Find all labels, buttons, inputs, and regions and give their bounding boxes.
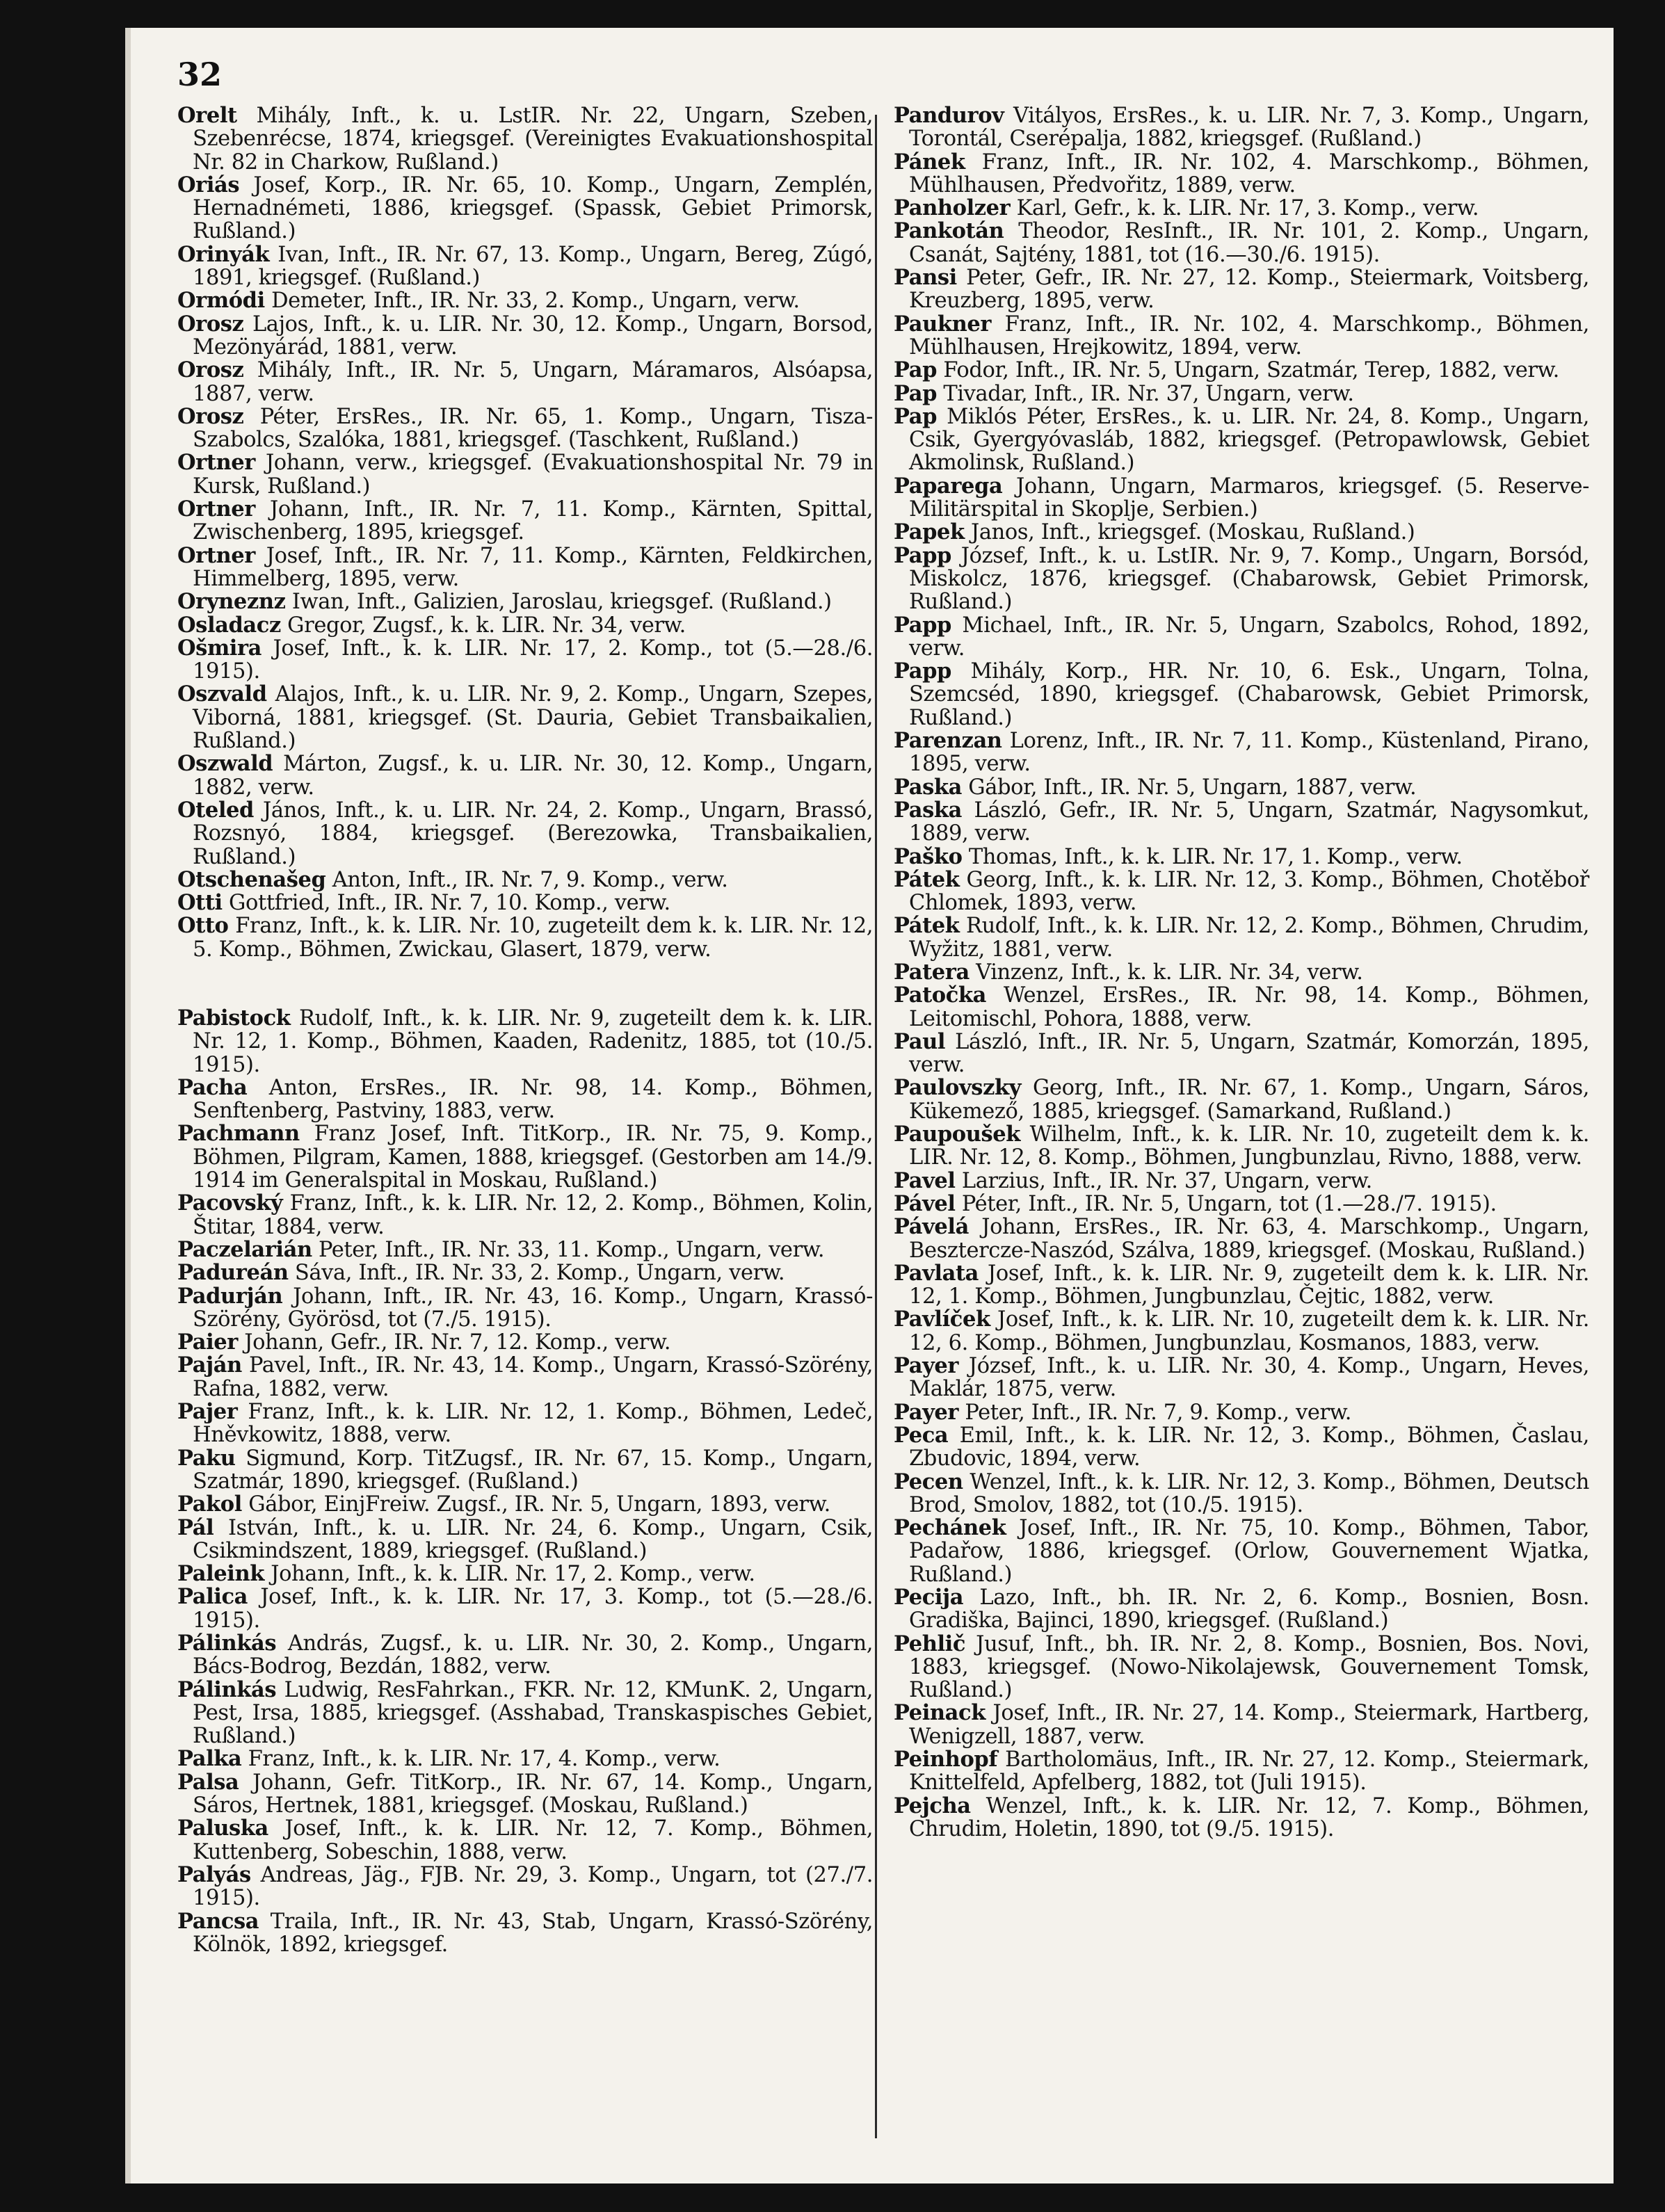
entry-surname: Otschenašeg <box>177 866 326 892</box>
entry-surname: Oszwald <box>177 751 273 777</box>
entry-surname: Orelt <box>177 103 237 128</box>
entry-details: Gregor, Zugsf., k. k. LIR. Nr. 34, verw. <box>287 613 686 638</box>
entry-details: Ivan, Inft., IR. Nr. 67, 13. Komp., Ungarn, Bereg, Zúgó, 1891, kriegsgef. (Rußland.) <box>193 242 873 291</box>
entry-surname: Paulovszky <box>894 1075 1022 1101</box>
page-left-edge <box>125 28 131 2183</box>
directory-entry <box>894 1028 1589 1078</box>
directory-entry <box>894 984 1589 1031</box>
entry-details: Mihály, Inft., k. u. LstIR. Nr. 22, Ungarn, Szeben, Szebenrécse, 1874, kriegsgef. (Vereinigtes Evakuationshospital Nr. 82 in Charkow, Rußland.) <box>193 104 873 175</box>
entry-surname: Paczelarián <box>177 1236 312 1262</box>
directory-entry <box>894 266 1589 313</box>
entry-details: Georg, Inft., k. k. LIR. Nr. 12, 3. Komp., Böhmen, Chotěboř Chlomek, 1893, verw. <box>909 867 1589 916</box>
directory-entry <box>894 1424 1589 1471</box>
entry-surname: Pátek <box>894 913 960 939</box>
directory-entry <box>177 866 873 892</box>
entry-surname: Pehlič <box>894 1631 966 1656</box>
directory-entry <box>894 729 1589 776</box>
directory-entry <box>894 1633 1589 1702</box>
entry-surname: Pap <box>894 380 938 406</box>
entry-details: Rudolf, Inft., k. k. LIR. Nr. 12, 2. Komp., Böhmen, Chrudim, Wyžitz, 1881, verw. <box>909 914 1590 962</box>
entry-details: Tivadar, Inft., IR. Nr. 37, Ungarn, verw. <box>943 381 1354 406</box>
directory-entry <box>177 1517 873 1563</box>
directory-entry <box>177 243 873 290</box>
entry-surname: Paško <box>894 843 963 869</box>
entry-details: József, Inft., k. u. LIR. Nr. 30, 4. Komp., Ungarn, Heves, Maklár, 1875, verw. <box>909 1354 1590 1402</box>
entry-surname: Pecija <box>894 1585 964 1610</box>
entry-surname: Pechánek <box>894 1515 1006 1541</box>
directory-entry <box>894 1517 1589 1586</box>
entry-surname: Panholzer <box>894 195 1011 221</box>
entry-details: Peter, Inft., IR. Nr. 33, 11. Komp., Ungarn, verw. <box>319 1237 825 1262</box>
entry-details: Bartholomäus, Inft., IR. Nr. 27, 12. Komp., Steiermark, Knittelfeld, Apfelberg, 1882, tot (Juli 1915). <box>909 1747 1589 1795</box>
directory-entry <box>894 961 1589 984</box>
directory-entry <box>894 544 1589 614</box>
entry-details: Péter, Inft., IR. Nr. 5, Ungarn, tot (1.—28./7. 1915). <box>961 1191 1497 1216</box>
entry-surname: Pálinkás <box>177 1631 277 1656</box>
entry-details: Johann, ErsRes., IR. Nr. 63, 4. Marschkomp., Ungarn, Besztercze-Naszód, Szálva, 1889, kriegsgef. (Moskau, Rußland.) <box>909 1215 1590 1263</box>
left-column <box>177 104 873 1956</box>
directory-entry <box>894 521 1589 544</box>
entry-surname: Pável <box>894 1190 956 1216</box>
directory-entry <box>177 498 873 544</box>
entry-details: Fodor, Inft., IR. Nr. 5, Ungarn, Szatmár, Terep, 1882, verw. <box>943 358 1559 383</box>
entry-surname: Oszvald <box>177 681 267 707</box>
directory-entry <box>177 1817 873 1864</box>
directory-entry <box>177 683 873 752</box>
directory-entry <box>894 843 1589 869</box>
directory-entry <box>177 289 873 312</box>
book-page <box>125 28 1614 2183</box>
entry-details: Franz, Inft., IR. Nr. 102, 4. Marschkomp., Böhmen, Mühlhausen, Předvořitz, 1889, verw. <box>909 150 1590 197</box>
entry-details: Josef, Inft., k. k. LIR. Nr. 17, 3. Komp., tot (5.—28./6. 1915). <box>193 1585 874 1633</box>
directory-entry <box>894 914 1589 961</box>
entry-details: Peter, Gefr., IR. Nr. 27, 12. Komp., Steiermark, Voitsberg, Kreuzberg, 1895, verw. <box>909 266 1590 314</box>
directory-entry <box>177 1007 873 1076</box>
entry-details: Johann, verw., kriegsgef. (Evakuationshospital Nr. 79 in Kursk, Rußland.) <box>193 451 873 499</box>
directory-entry <box>177 637 873 684</box>
directory-entry <box>894 197 1589 220</box>
entry-surname: Orosz <box>177 311 244 337</box>
entry-surname: Pancsa <box>177 1908 259 1934</box>
entry-details: Gottfried, Inft., IR. Nr. 7, 10. Komp., verw. <box>229 891 670 916</box>
entry-details: Janos, Inft., kriegsgef. (Moskau, Rußland.) <box>971 520 1415 545</box>
entry-surname: Pandurov <box>894 103 1004 128</box>
entry-surname: Pacha <box>177 1074 248 1100</box>
directory-entry <box>894 1308 1589 1355</box>
directory-entry <box>177 1331 873 1354</box>
directory-entry <box>177 1122 873 1192</box>
entry-surname: Orosz <box>177 403 244 429</box>
entry-surname: Pátek <box>894 866 960 892</box>
entry-details: Josef, Inft., IR. Nr. 75, 10. Komp., Böhmen, Tabor, Padařow, 1886, kriegsgef. (Orlow, Gouvernement Wjatka, Rußland.) <box>909 1516 1590 1587</box>
directory-entry <box>894 313 1589 360</box>
directory-entry <box>894 151 1589 197</box>
entry-surname: Ortner <box>177 542 255 568</box>
directory-entry <box>177 1261 873 1284</box>
entry-surname: Pap <box>894 403 938 429</box>
directory-entry <box>177 1910 873 1957</box>
entry-surname: Palica <box>177 1584 248 1610</box>
entry-surname: Pap <box>894 357 938 383</box>
entry-surname: Peinhopf <box>894 1747 998 1773</box>
entry-surname: Paska <box>894 774 962 800</box>
directory-entry <box>177 405 873 452</box>
entry-details: Larzius, Inft., IR. Nr. 37, Ungarn, verw. <box>961 1168 1372 1193</box>
entry-details: Vitályos, ErsRes., k. u. LIR. Nr. 7, 3. Komp., Ungarn, Torontál, Cserépalja, 1882, kriegsgef. (Rußland.) <box>909 104 1589 152</box>
entry-surname: Pávelá <box>894 1214 969 1240</box>
entry-details: Johann, Inft., k. k. LIR. Nr. 17, 2. Komp., verw. <box>271 1562 755 1587</box>
entry-surname: Patočka <box>894 983 986 1008</box>
entry-surname: Payer <box>894 1399 959 1425</box>
entry-surname: Paján <box>177 1353 242 1378</box>
entry-details: Georg, Inft., IR. Nr. 67, 1. Komp., Ungarn, Sáros, Kükemező, 1885, kriegsgef. (Samarkand, Rußland.) <box>909 1076 1589 1124</box>
directory-entry <box>894 1123 1589 1170</box>
entry-details: Wenzel, Inft., k. k. LIR. Nr. 12, 7. Komp., Böhmen, Chrudim, Holetin, 1890, tot (9./5. 1915). <box>909 1793 1589 1841</box>
directory-entry <box>894 866 1589 916</box>
entry-surname: Orosz <box>177 357 244 383</box>
entry-details: Theodor, ResInft., IR. Nr. 101, 2. Komp., Ungarn, Csanát, Sajtény, 1881, tot (16.—30./6. 1915). <box>909 219 1589 267</box>
directory-entry <box>894 1795 1589 1841</box>
entry-details: Demeter, Inft., IR. Nr. 33, 2. Komp., Ungarn, verw. <box>271 289 800 314</box>
entry-details: Thomas, Inft., k. k. LIR. Nr. 17, 1. Komp., verw. <box>968 844 1463 869</box>
entry-surname: Palka <box>177 1746 242 1772</box>
entry-details: Jusuf, Inft., bh. IR. Nr. 2, 8. Komp., Bosnien, Bos. Novi, 1883, kriegsgef. (Nowo-Nikolajewsk, Gouvernement Tomsk, Rußland.) <box>909 1631 1589 1703</box>
directory-entry <box>894 1702 1589 1748</box>
directory-entry <box>894 1401 1589 1424</box>
directory-entry <box>894 1262 1589 1309</box>
entry-details: Emil, Inft., k. k. LIR. Nr. 12, 3. Komp., Böhmen, Časlau, Zbudovic, 1894, verw. <box>909 1423 1590 1471</box>
directory-entry <box>177 1679 873 1748</box>
entry-surname: Peca <box>894 1422 949 1448</box>
entry-details: Andreas, Jäg., FJB. Nr. 29, 3. Komp., Ungarn, tot (27./7. 1915). <box>193 1862 873 1911</box>
directory-entry <box>177 1192 873 1238</box>
page-number: 32 <box>177 56 223 93</box>
directory-entry <box>177 1864 873 1910</box>
entry-surname: Paleink <box>177 1561 264 1587</box>
entry-details: Mihály, Korp., HR. Nr. 10, 6. Esk., Ungarn, Tolna, Szemcséd, 1890, kriegsgef. (Chabarowsk, Gebiet Primorsk, Rußland.) <box>909 659 1589 730</box>
entry-surname: Palsa <box>177 1769 239 1795</box>
entry-surname: Oteled <box>177 797 254 823</box>
entry-surname: Pavlata <box>894 1260 979 1286</box>
entry-details: Johann, Gefr. TitKorp., IR. Nr. 67, 14. Komp., Ungarn, Sáros, Hertnek, 1881, kriegsgef. (Moskau, Rußland.) <box>193 1770 873 1818</box>
entry-details: Mihály, Inft., IR. Nr. 5, Ungarn, Máramaros, Alsóapsa, 1887, verw. <box>193 358 873 406</box>
directory-entry <box>177 891 873 914</box>
entry-details: Johann, Inft., IR. Nr. 7, 11. Komp., Kärnten, Spittal, Zwischenberg, 1895, kriegsgef. <box>193 497 873 545</box>
directory-entry <box>177 799 873 869</box>
directory-entry <box>177 1076 873 1123</box>
entry-surname: Pachmann <box>177 1121 300 1147</box>
directory-entry <box>177 1354 873 1400</box>
entry-surname: Pabistock <box>177 1005 291 1031</box>
entry-surname: Paparega <box>894 473 1003 499</box>
directory-entry <box>894 614 1589 661</box>
entry-surname: Otti <box>177 890 223 916</box>
entry-details: Anton, ErsRes., IR. Nr. 98, 14. Komp., Böhmen, Senftenberg, Pastviny, 1883, verw. <box>193 1075 874 1124</box>
entry-surname: Paukner <box>894 311 992 337</box>
entry-details: Gábor, EinjFreiw. Zugsf., IR. Nr. 5, Ungarn, 1893, verw. <box>248 1492 830 1517</box>
entry-details: Rudolf, Inft., k. k. LIR. Nr. 9, zugeteilt dem k. k. LIR. Nr. 12, 1. Komp., Böhmen, Kaaden, Radenitz, 1885, tot (10./5. 1915). <box>193 1006 873 1077</box>
directory-entry <box>177 1632 873 1679</box>
entry-details: Márton, Zugsf., k. u. LIR. Nr. 30, 12. Komp., Ungarn, 1882, verw. <box>193 752 873 800</box>
entry-surname: Paku <box>177 1445 236 1471</box>
entry-surname: Orinyák <box>177 241 270 267</box>
entry-details: Wilhelm, Inft., k. k. LIR. Nr. 10, zugeteilt dem k. k. LIR. Nr. 12, 8. Komp., Böhmen, Jungbunzlau, Rivno, 1888, verw. <box>909 1122 1589 1170</box>
entry-surname: Patera <box>894 959 970 985</box>
entry-surname: Pacovský <box>177 1190 283 1216</box>
directory-entry <box>894 1170 1589 1193</box>
directory-entry <box>177 1447 873 1494</box>
directory-entry <box>894 475 1589 522</box>
entry-details: Lazo, Inft., bh. IR. Nr. 2, 6. Komp., Bosnien, Bosn. Gradiška, Bajinci, 1890, kriegsgef. (Rußland.) <box>909 1585 1589 1633</box>
entry-surname: Ortner <box>177 497 255 522</box>
entry-surname: Paupoušek <box>894 1122 1021 1147</box>
section-gap <box>177 961 873 1007</box>
entry-details: Vinzenz, Inft., k. k. LIR. Nr. 34, verw. <box>976 960 1363 985</box>
directory-entry <box>177 544 873 591</box>
entry-details: Traila, Inft., IR. Nr. 43, Stab, Ungarn, Krassó-Szörény, Kölnök, 1892, kriegsgef. <box>193 1909 874 1957</box>
entry-details: Josef, Inft., k. k. LIR. Nr. 10, zugeteilt dem k. k. LIR. Nr. 12, 6. Komp., Böhmen, Jungbunzlau, Kosmanos, 1883, verw. <box>909 1307 1590 1355</box>
entry-details: Peter, Inft., IR. Nr. 7, 9. Komp., verw. <box>965 1400 1352 1425</box>
entry-details: Anton, Inft., IR. Nr. 7, 9. Komp., verw. <box>332 867 728 892</box>
right-column <box>894 104 1589 1841</box>
entry-surname: Pakol <box>177 1492 242 1517</box>
entry-surname: Paluska <box>177 1816 268 1841</box>
entry-surname: Otto <box>177 913 229 939</box>
directory-entry <box>894 405 1589 475</box>
entry-details: Franz, Inft., k. k. LIR. Nr. 12, 1. Komp., Böhmen, Ledeč, Hněvkowitz, 1888, verw. <box>193 1400 873 1448</box>
entry-surname: Peinack <box>894 1700 986 1726</box>
directory-entry <box>177 1585 873 1632</box>
entry-surname: Papp <box>894 659 951 684</box>
directory-entry <box>177 752 873 799</box>
entry-details: Franz, Inft., k. k. LIR. Nr. 17, 4. Komp., verw. <box>248 1747 721 1772</box>
entry-details: István, Inft., k. u. LIR. Nr. 24, 6. Komp., Ungarn, Csik, Csikmindszent, 1889, kriegsgef. (Rußland.) <box>193 1515 873 1563</box>
entry-details: Sigmund, Korp. TitZugsf., IR. Nr. 67, 15. Komp., Ungarn, Szatmár, 1890, kriegsgef. (Rußland.) <box>193 1446 873 1494</box>
directory-entry <box>177 104 873 174</box>
entry-details: Franz Josef, Inft. TitKorp., IR. Nr. 75, 9. Komp., Böhmen, Pilgram, Kamen, 1888, kriegsgef. (Gestorben am 14./9. 1914 im Generalspital in Moskau, Rußland.) <box>193 1122 873 1193</box>
directory-entry <box>894 1076 1589 1123</box>
entry-details: Franz, Inft., k. k. LIR. Nr. 10, zugeteilt dem k. k. LIR. Nr. 12, 5. Komp., Böhmen, Zwickau, Glasert, 1879, verw. <box>193 914 874 962</box>
directory-entry <box>177 1771 873 1818</box>
entry-details: Wenzel, Inft., k. k. LIR. Nr. 12, 3. Komp., Böhmen, Deutsch Brod, Smolov, 1882, tot (10./5. 1915). <box>909 1469 1590 1517</box>
entry-details: Josef, Inft., k. k. LIR. Nr. 9, zugeteilt dem k. k. LIR. Nr. 12, 1. Komp., Böhmen, Jungbunzlau, Čejtic, 1882, verw. <box>909 1261 1589 1309</box>
entry-details: Pavel, Inft., IR. Nr. 43, 14. Komp., Ungarn, Krassó-Szörény, Rafna, 1882, verw. <box>193 1353 874 1401</box>
entry-details: Franz, Inft., IR. Nr. 102, 4. Marschkomp., Böhmen, Mühlhausen, Hrejkowitz, 1894, verw. <box>909 312 1590 360</box>
directory-entry <box>177 614 873 637</box>
entry-details: János, Inft., k. u. LIR. Nr. 24, 2. Komp., Ungarn, Brassó, Rozsnyó, 1884, kriegsgef. (Berezowka, Transbaikalien, Rußland.) <box>193 798 874 869</box>
directory-entry <box>894 1190 1589 1216</box>
entry-details: András, Zugsf., k. u. LIR. Nr. 30, 2. Komp., Ungarn, Bács-Bodrog, Bezdán, 1882, verw. <box>193 1631 874 1679</box>
entry-surname: Ošmira <box>177 635 262 661</box>
entry-details: Iwan, Inft., Galizien, Jaroslau, kriegsgef. (Rußland.) <box>291 590 832 615</box>
directory-entry <box>177 1563 873 1585</box>
entry-surname: Pankotán <box>894 218 1004 244</box>
directory-entry <box>894 220 1589 266</box>
entry-surname: Payer <box>894 1353 959 1379</box>
directory-entry <box>177 451 873 498</box>
directory-entry <box>177 313 873 360</box>
directory-entry <box>177 914 873 961</box>
directory-entry <box>894 776 1589 799</box>
entry-surname: Palyás <box>177 1862 251 1887</box>
entry-surname: Ormódi <box>177 288 265 314</box>
entry-surname: Pálinkás <box>177 1677 277 1702</box>
entry-details: Johann, Inft., IR. Nr. 43, 16. Komp., Ungarn, Krassó-Szörény, Györösd, tot (7./5. 1915). <box>193 1284 873 1332</box>
entry-surname: Pejcha <box>894 1793 971 1818</box>
entry-surname: Papp <box>894 542 951 568</box>
entry-details: Wenzel, ErsRes., IR. Nr. 98, 14. Komp., Böhmen, Leitomischl, Pohora, 1888, verw. <box>909 983 1589 1031</box>
directory-entry <box>894 1586 1589 1633</box>
entry-surname: Papek <box>894 519 965 545</box>
entry-surname: Oryneznz <box>177 589 286 615</box>
entry-surname: Pánek <box>894 149 965 175</box>
entry-surname: Papp <box>894 612 951 638</box>
entry-surname: Pecen <box>894 1469 963 1494</box>
entry-details: Johann, Gefr., IR. Nr. 7, 12. Komp., verw. <box>244 1330 671 1355</box>
entry-details: Johann, Ungarn, Marmaros, kriegsgef. (5. Reserve-Militärspital in Skoplje, Serbien.) <box>909 474 1590 522</box>
entry-details: László, Inft., IR. Nr. 5, Ungarn, Szatmár, Komorzán, 1895, verw. <box>909 1029 1589 1078</box>
entry-surname: Oriás <box>177 172 240 197</box>
entry-details: Franz, Inft., k. k. LIR. Nr. 12, 2. Komp., Böhmen, Kolin, Štitar, 1884, verw. <box>193 1191 873 1239</box>
directory-entry <box>894 1355 1589 1401</box>
entry-details: László, Gefr., IR. Nr. 5, Ungarn, Szatmár, Nagysomkut, 1889, verw. <box>909 798 1589 846</box>
entry-surname: Pál <box>177 1515 214 1540</box>
entry-details: Josef, Inft., IR. Nr. 27, 14. Komp., Steiermark, Hartberg, Wenigzell, 1887, verw. <box>909 1701 1590 1749</box>
entry-surname: Paier <box>177 1330 238 1355</box>
entry-surname: Osladacz <box>177 612 281 638</box>
entry-details: Josef, Korp., IR. Nr. 65, 10. Komp., Ungarn, Zemplén, Hernadnémeti, 1886, kriegsgef. (Spassk, Gebiet Primorsk, Rußland.) <box>193 172 874 244</box>
directory-entry <box>177 1400 873 1447</box>
directory-entry <box>894 1748 1589 1795</box>
entry-surname: Pajer <box>177 1399 238 1425</box>
entry-details: Lajos, Inft., k. u. LIR. Nr. 30, 12. Komp., Ungarn, Borsod, Mezönyárád, 1881, verw. <box>193 312 873 360</box>
entry-details: Josef, Inft., IR. Nr. 7, 11. Komp., Kärnten, Feldkirchen, Himmelberg, 1895, verw. <box>193 543 873 591</box>
entry-surname: Pavel <box>894 1168 956 1193</box>
directory-entry <box>177 1747 873 1770</box>
entry-surname: Paska <box>894 797 962 823</box>
directory-entry <box>177 590 873 613</box>
entry-surname: Ortner <box>177 450 255 476</box>
directory-entry <box>177 359 873 405</box>
directory-entry <box>177 1285 873 1332</box>
entry-details: Ludwig, ResFahrkan., FKR. Nr. 12, KMunK. 2, Ungarn, Pest, Irsa, 1885, kriegsgef. (Asshabad, Transkaspisches Gebiet, Rußland.) <box>193 1677 873 1749</box>
directory-entry <box>177 1238 873 1261</box>
entry-details: Karl, Gefr., k. k. LIR. Nr. 17, 3. Komp., verw. <box>1016 196 1479 221</box>
entry-surname: Parenzan <box>894 728 1002 754</box>
entry-details: Alajos, Inft., k. u. LIR. Nr. 9, 2. Komp., Ungarn, Szepes, Viborná, 1881, kriegsgef. (St. Dauria, Gebiet Transbaikalien, Rußland.) <box>193 682 874 754</box>
directory-entry <box>894 660 1589 729</box>
entry-details: Josef, Inft., k. k. LIR. Nr. 17, 2. Komp., tot (5.—28./6. 1915). <box>193 636 873 684</box>
directory-entry <box>894 382 1589 405</box>
directory-entry <box>177 174 873 243</box>
directory-entry <box>894 104 1589 151</box>
directory-entry <box>894 1216 1589 1262</box>
directory-entry <box>177 1493 873 1516</box>
entry-surname: Paul <box>894 1028 946 1054</box>
entry-surname: Padureán <box>177 1260 289 1286</box>
entry-details: Michael, Inft., IR. Nr. 5, Ungarn, Szabolcs, Rohod, 1892, verw. <box>909 613 1589 661</box>
entry-surname: Padurján <box>177 1283 283 1309</box>
directory-entry <box>894 1471 1589 1517</box>
entry-details: Péter, ErsRes., IR. Nr. 65, 1. Komp., Ungarn, Tisza-Szabolcs, Szalóka, 1881, kriegsgef. (Taschkent, Rußland.) <box>193 404 873 453</box>
entry-details: Sáva, Inft., IR. Nr. 33, 2. Komp., Ungarn, verw. <box>294 1261 785 1286</box>
entry-surname: Pansi <box>894 265 957 291</box>
entry-details: József, Inft., k. u. LstIR. Nr. 9, 7. Komp., Ungarn, Borsód, Miskolcz, 1876, kriegsgef. (Chabarowsk, Gebiet Primorsk, Rußland.) <box>909 543 1589 615</box>
directory-entry <box>894 359 1589 382</box>
entry-surname: Pavlíček <box>894 1307 990 1332</box>
entry-details: Gábor, Inft., IR. Nr. 5, Ungarn, 1887, verw. <box>968 775 1417 800</box>
entry-details: Lorenz, Inft., IR. Nr. 7, 11. Komp., Küstenland, Pirano, 1895, verw. <box>909 729 1590 777</box>
column-divider <box>875 115 877 2138</box>
entry-details: Josef, Inft., k. k. LIR. Nr. 12, 7. Komp., Böhmen, Kuttenberg, Sobeschin, 1888, verw. <box>193 1816 874 1864</box>
entry-details: Miklós Péter, ErsRes., k. u. LIR. Nr. 24, 8. Komp., Ungarn, Csik, Gyergyóvasláb, 1882, kriegsgef. (Petropawlowsk, Gebiet Akmolinsk, Rußland.) <box>909 404 1590 476</box>
directory-entry <box>894 799 1589 846</box>
